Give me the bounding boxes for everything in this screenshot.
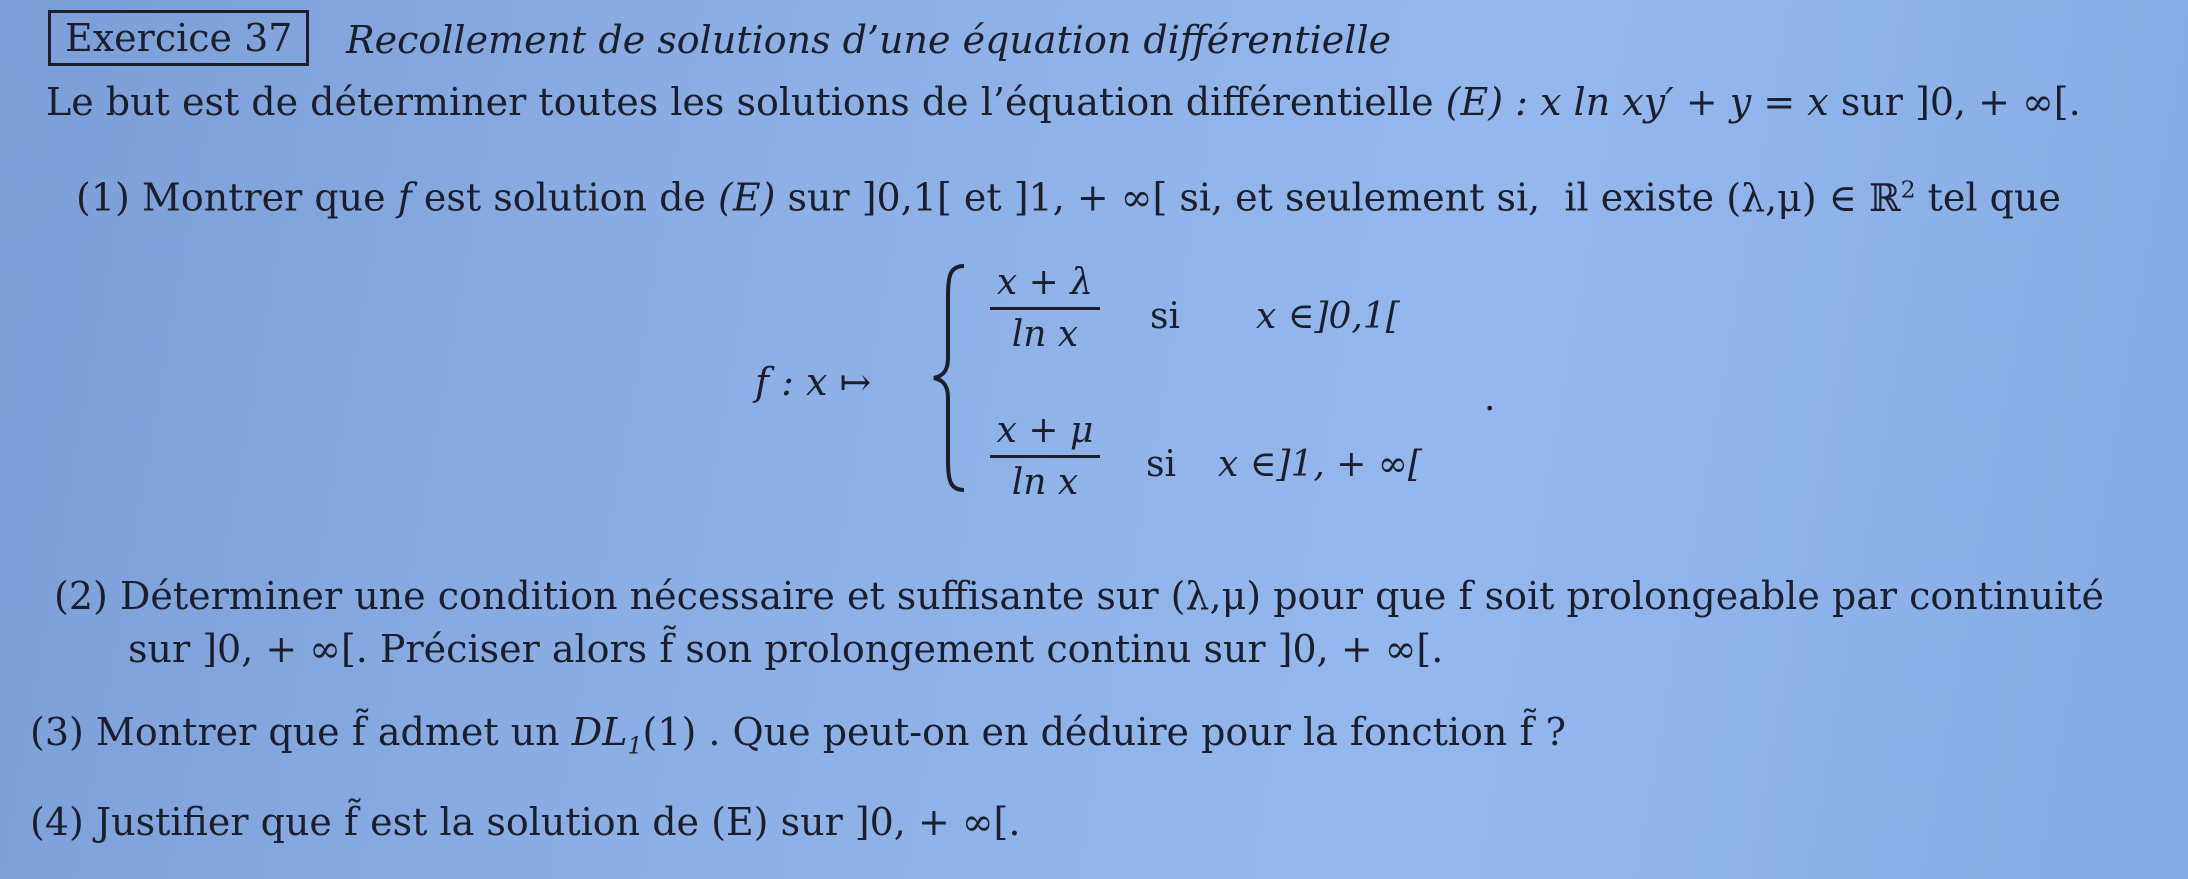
left-brace-icon [928,262,972,494]
question-3 [30,710,1566,760]
question-number: (3) [30,710,84,754]
case-2-numerator: x + μ [996,410,1094,451]
q1-text: il existe [1564,175,1715,220]
q1-equation-ref: (E) [718,175,776,220]
exercise-label: Exercice 37 [48,10,309,66]
q3-text: Montrer que f̃ admet un [95,710,560,754]
question-2-continued [128,627,1443,671]
question-1 [76,175,2061,220]
case-1-denominator: ln x [1011,314,1079,355]
case-1-si: si [1150,296,1180,337]
fraction-bar [990,307,1100,310]
question-number: (4) [30,800,84,844]
case-1-fraction [990,262,1100,355]
question-4 [30,800,1020,844]
intro-interval: ]0, + ∞[. [1915,80,2081,124]
q1-text: est solution de [423,175,706,220]
differential-equation: x ln xy′ + y = x [1540,80,1829,124]
exercise-title: Recollement de solutions d’une équation différentielle [346,18,1392,62]
q1-text: tel que [1927,175,2061,220]
q2-line-1: Déterminer une condition nécessaire et suffisante sur (λ,μ) pour que f soit prolongeable par continuité [119,574,2105,618]
intro-sur: sur [1840,80,1903,124]
q4-text: Justifier que f̃ est la solution de (E) sur ]0, + ∞[. [95,800,1021,844]
q3-dl: $DL_1(1)$ [571,710,697,760]
case-2-si: si [1146,444,1176,485]
case-2-condition: x ∈]1, + ∞[ [1218,444,1422,485]
intro-text: Le but est de déterminer toutes les solutions de l’équation différentielle [46,80,1434,124]
q3-text: . Que peut-on en déduire pour la fonction f̃ ? [708,710,1566,754]
question-2 [54,574,2104,618]
equation-name: (E) : [1445,80,1528,124]
q1-text: Montrer que [141,175,386,220]
question-number: (2) [54,574,108,618]
case-1-condition: x ∈]0,1[ [1256,296,1400,337]
q1-pair: (λ,μ) ∈ ℝ$^2$ [1726,175,1916,220]
q2-line-2: sur ]0, + ∞[. Préciser alors f̃ son prolongement continu sur ]0, + ∞[. [128,627,1444,671]
case-2-fraction [990,410,1100,503]
definition-end-dot: . [1484,378,1496,419]
q1-text: sur ]0,1[ et ]1, + ∞[ si, et seulement si, [787,175,1541,220]
fraction-bar [990,455,1100,458]
case-1-numerator: x + λ [996,262,1094,303]
case-2-denominator: ln x [1011,462,1079,503]
intro-paragraph [46,80,2081,124]
definition-lhs: f : x ↦ [755,360,872,404]
q1-function-symbol: f [397,175,412,220]
question-number: (1) [76,175,130,220]
